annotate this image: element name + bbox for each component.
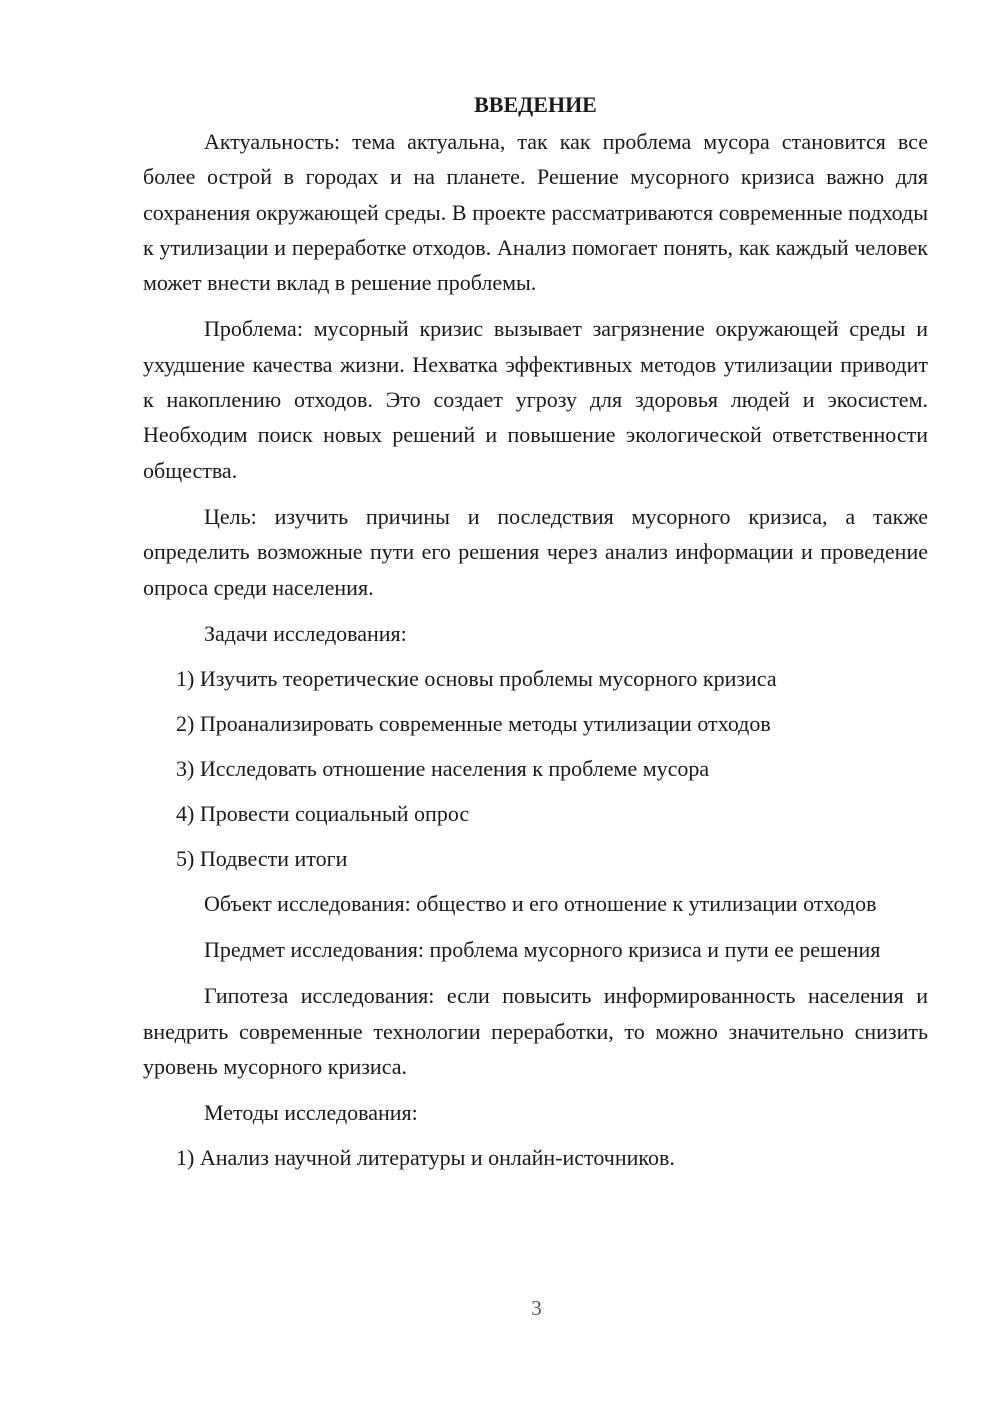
methods-list xyxy=(143,1140,928,1175)
tasks-heading: Задачи исследования: xyxy=(204,620,407,646)
list-item: 5) Подвести итоги xyxy=(176,845,348,871)
tasks-list xyxy=(143,661,928,876)
document-page xyxy=(143,88,928,1185)
methods-heading: Методы исследования: xyxy=(204,1100,418,1126)
object-paragraph: Объект исследования: общество и его отношение к утилизации отходов xyxy=(204,890,877,916)
relevance-paragraph: Актуальность: тема актуальна, так как проблема мусора становится все более острой в городах и на планете. Решение мусорного кризиса важно для сохранения окружающей среды. В проекте рассматриваются современные подходы к утилизации и переработке отходов. Анализ помогает понять, как каждый человек может внести вклад в решение проблемы. xyxy=(143,129,928,296)
goal-paragraph: Цель: изучить причины и последствия мусорного кризиса, а также определить возможные пути его решения через анализ информации и проведение опроса среди населения. xyxy=(143,503,928,600)
subject-paragraph: Предмет исследования: проблема мусорного кризиса и пути ее решения xyxy=(204,937,881,963)
page-number: 3 xyxy=(531,1296,542,1320)
list-item: 2) Проанализировать современные методы утилизации отходов xyxy=(176,710,771,736)
section-title: ВВЕДЕНИЕ xyxy=(474,92,597,117)
list-item: 1) Изучить теоретические основы проблемы мусорного кризиса xyxy=(176,665,777,691)
problem-paragraph: Проблема: мусорный кризис вызывает загрязнение окружающей среды и ухудшение качества жизни. Нехватка эффективных методов утилизации приводит к накоплению отходов. Это создает угрозу для здоровья людей и экосистем. Необходим поиск новых решений и повышение экологической ответственности общества. xyxy=(143,316,928,483)
list-item: 4) Провести социальный опрос xyxy=(176,800,470,826)
list-item: 3) Исследовать отношение населения к проблеме мусора xyxy=(176,755,710,781)
list-item: 1) Анализ научной литературы и онлайн-источников. xyxy=(176,1145,675,1171)
hypothesis-paragraph: Гипотеза исследования: если повысить информированность населения и внедрить современные технологии переработки, то можно значительно снизить уровень мусорного кризиса. xyxy=(143,983,928,1080)
